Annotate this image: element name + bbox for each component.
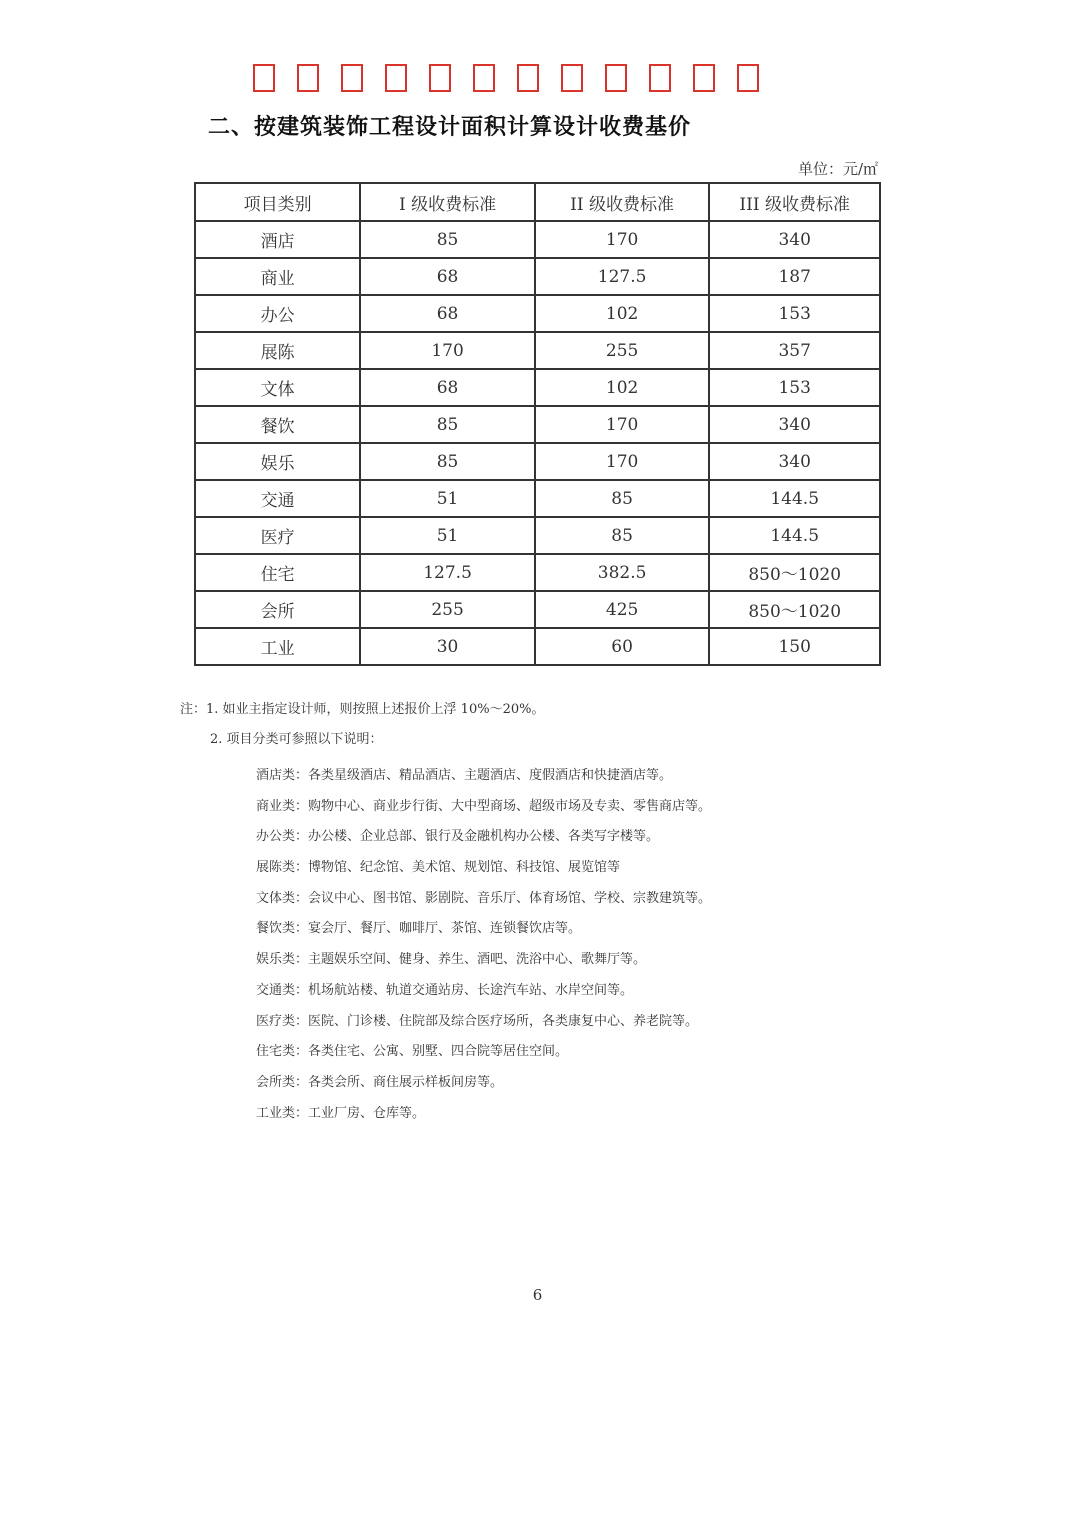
- cell-level-1: 85: [360, 221, 535, 258]
- table-row: [195, 480, 880, 517]
- fee-table: [194, 182, 881, 666]
- category-description: 文体类：会议中心、图书馆、影剧院、音乐厅、体育场馆、学校、宗教建筑等。: [256, 890, 712, 906]
- cell-category: 商业: [195, 258, 360, 295]
- cell-level-2: 60: [535, 628, 710, 665]
- cell-level-1: 127.5: [360, 554, 535, 591]
- notes-section: [180, 700, 711, 1129]
- note-2: 2. 项目分类可参照以下说明：: [210, 732, 383, 747]
- cell-level-2: 102: [535, 369, 710, 406]
- note-1: 注：1. 如业主指定设计师，则按照上述报价上浮 10%～20%。: [180, 702, 545, 717]
- page-number: 6: [532, 1286, 543, 1304]
- cell-level-1: 170: [360, 332, 535, 369]
- cell-level-3: 340: [709, 221, 880, 258]
- header-category: 项目类别: [195, 183, 360, 221]
- category-description: 办公类：办公楼、企业总部、银行及金融机构办公楼、各类写字楼等。: [256, 829, 660, 845]
- header-level-1: I 级收费标准: [360, 183, 535, 221]
- cell-level-3: 153: [709, 369, 880, 406]
- table-row: [195, 295, 880, 332]
- category-description: 住宅类：各类住宅、公寓、别墅、四合院等居住空间。: [256, 1044, 569, 1060]
- cell-level-3: 144.5: [709, 517, 880, 554]
- red-box: [737, 64, 759, 92]
- section-title: 二、按建筑装饰工程设计面积计算设计收费基价: [208, 115, 692, 140]
- cell-level-2: 382.5: [535, 554, 710, 591]
- cell-level-1: 68: [360, 258, 535, 295]
- cell-level-3: 340: [709, 443, 880, 480]
- red-box: [297, 64, 319, 92]
- red-box: [561, 64, 583, 92]
- table-row: [195, 258, 880, 295]
- cell-level-2: 425: [535, 591, 710, 628]
- cell-level-2: 170: [535, 406, 710, 443]
- category-description: 酒店类：各类星级酒店、精品酒店、主题酒店、度假酒店和快捷酒店等。: [256, 768, 673, 783]
- header-level-2: II 级收费标准: [535, 183, 710, 221]
- cell-level-3: 850～1020: [709, 591, 880, 628]
- red-box: [605, 64, 627, 92]
- category-description: 医疗类：医院、门诊楼、住院部及综合医疗场所，各类康复中心、养老院等。: [256, 1013, 699, 1029]
- unit-label: 单位：元/㎡: [797, 160, 878, 178]
- cell-category: 医疗: [195, 517, 360, 554]
- category-description: 餐饮类：宴会厅、餐厅、咖啡厅、茶馆、连锁餐饮店等。: [256, 921, 582, 937]
- cell-category: 会所: [195, 591, 360, 628]
- cell-category: 餐饮: [195, 406, 360, 443]
- cell-category: 酒店: [195, 221, 360, 258]
- cell-level-1: 255: [360, 591, 535, 628]
- cell-level-2: 255: [535, 332, 710, 369]
- red-box: [385, 64, 407, 92]
- category-descriptions: [180, 761, 711, 1129]
- cell-level-3: 150: [709, 628, 880, 665]
- cell-level-1: 68: [360, 369, 535, 406]
- cell-level-2: 170: [535, 221, 710, 258]
- cell-category: 娱乐: [195, 443, 360, 480]
- table-row: [195, 443, 880, 480]
- cell-level-1: 51: [360, 480, 535, 517]
- red-box: [429, 64, 451, 92]
- table-row: [195, 406, 880, 443]
- table-row: [195, 628, 880, 665]
- table-header-row: [195, 183, 880, 221]
- cell-level-3: 187: [709, 258, 880, 295]
- category-description: 工业类：工业厂房、仓库等。: [256, 1105, 426, 1121]
- cell-category: 交通: [195, 480, 360, 517]
- red-box: [517, 64, 539, 92]
- cell-level-1: 30: [360, 628, 535, 665]
- cell-level-1: 51: [360, 517, 535, 554]
- cell-category: 办公: [195, 295, 360, 332]
- table-row: [195, 554, 880, 591]
- cell-level-3: 850～1020: [709, 554, 880, 591]
- cell-level-2: 85: [535, 517, 710, 554]
- cell-level-2: 85: [535, 480, 710, 517]
- red-box: [649, 64, 671, 92]
- red-header-boxes: [253, 64, 759, 92]
- table-row: [195, 221, 880, 258]
- red-box: [473, 64, 495, 92]
- cell-level-1: 85: [360, 406, 535, 443]
- red-box: [693, 64, 715, 92]
- red-box: [253, 64, 275, 92]
- header-level-3: III 级收费标准: [709, 183, 880, 221]
- cell-level-1: 85: [360, 443, 535, 480]
- cell-category: 文体: [195, 369, 360, 406]
- category-description: 交通类：机场航站楼、轨道交通站房、长途汽车站、水岸空间等。: [256, 982, 634, 998]
- category-description: 会所类：各类会所、商住展示样板间房等。: [256, 1074, 504, 1090]
- cell-category: 展陈: [195, 332, 360, 369]
- cell-level-1: 68: [360, 295, 535, 332]
- cell-level-3: 357: [709, 332, 880, 369]
- cell-level-3: 340: [709, 406, 880, 443]
- table-row: [195, 369, 880, 406]
- cell-category: 住宅: [195, 554, 360, 591]
- cell-level-3: 144.5: [709, 480, 880, 517]
- category-description: 娱乐类：主题娱乐空间、健身、养生、酒吧、洗浴中心、歌舞厅等。: [256, 952, 647, 968]
- table-row: [195, 332, 880, 369]
- cell-category: 工业: [195, 628, 360, 665]
- table-row: [195, 591, 880, 628]
- cell-level-3: 153: [709, 295, 880, 332]
- cell-level-2: 102: [535, 295, 710, 332]
- cell-level-2: 170: [535, 443, 710, 480]
- table-row: [195, 517, 880, 554]
- category-description: 商业类：购物中心、商业步行街、大中型商场、超级市场及专卖、零售商店等。: [256, 798, 712, 814]
- category-description: 展陈类：博物馆、纪念馆、美术馆、规划馆、科技馆、展览馆等: [256, 860, 621, 876]
- red-box: [341, 64, 363, 92]
- cell-level-2: 127.5: [535, 258, 710, 295]
